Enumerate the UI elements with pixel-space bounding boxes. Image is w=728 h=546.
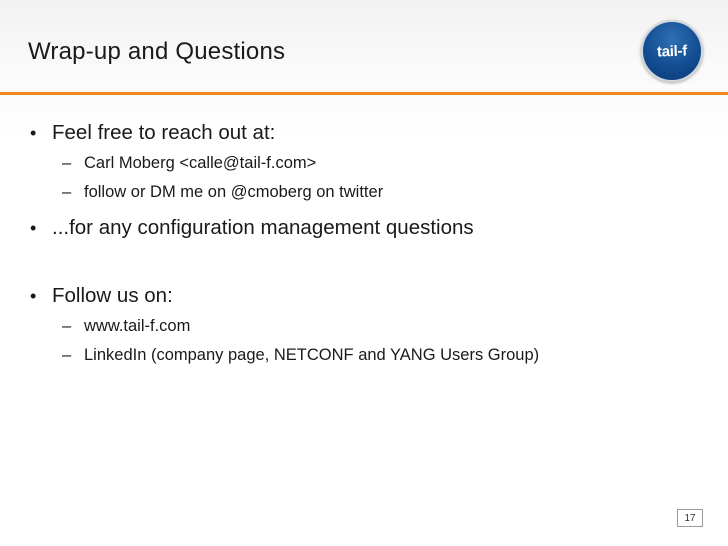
sub-item <box>62 317 190 336</box>
sub-text: Carl Moberg <calle@tail-f.com> <box>84 154 317 172</box>
bullet-marker: • <box>30 218 37 238</box>
bullet-item <box>30 121 275 145</box>
sub-item <box>62 183 383 202</box>
sub-text: LinkedIn (company page, NETCONF and YANG Users Group) <box>84 346 540 364</box>
bullet-marker: • <box>30 286 37 306</box>
bullet-text: Follow us on: <box>52 284 173 307</box>
bullet-item <box>30 216 474 240</box>
sub-text: www.tail-f.com <box>84 317 191 335</box>
sub-marker: – <box>62 154 72 172</box>
page-number: 17 <box>677 509 703 527</box>
bullet-text: ...for any configuration management questions <box>52 216 474 239</box>
sub-marker: – <box>62 346 72 364</box>
logo-text: tail-f <box>656 41 688 61</box>
sub-item <box>62 346 539 365</box>
slide-title: Wrap-up and Questions <box>28 38 286 65</box>
sub-marker: – <box>62 317 72 335</box>
bullet-text: Feel free to reach out at: <box>52 121 276 144</box>
sub-item <box>62 154 316 173</box>
bullet-marker: • <box>30 123 37 143</box>
bullet-item <box>30 284 173 308</box>
sub-text: follow or DM me on @cmoberg on twitter <box>84 183 384 201</box>
sub-marker: – <box>62 183 72 201</box>
